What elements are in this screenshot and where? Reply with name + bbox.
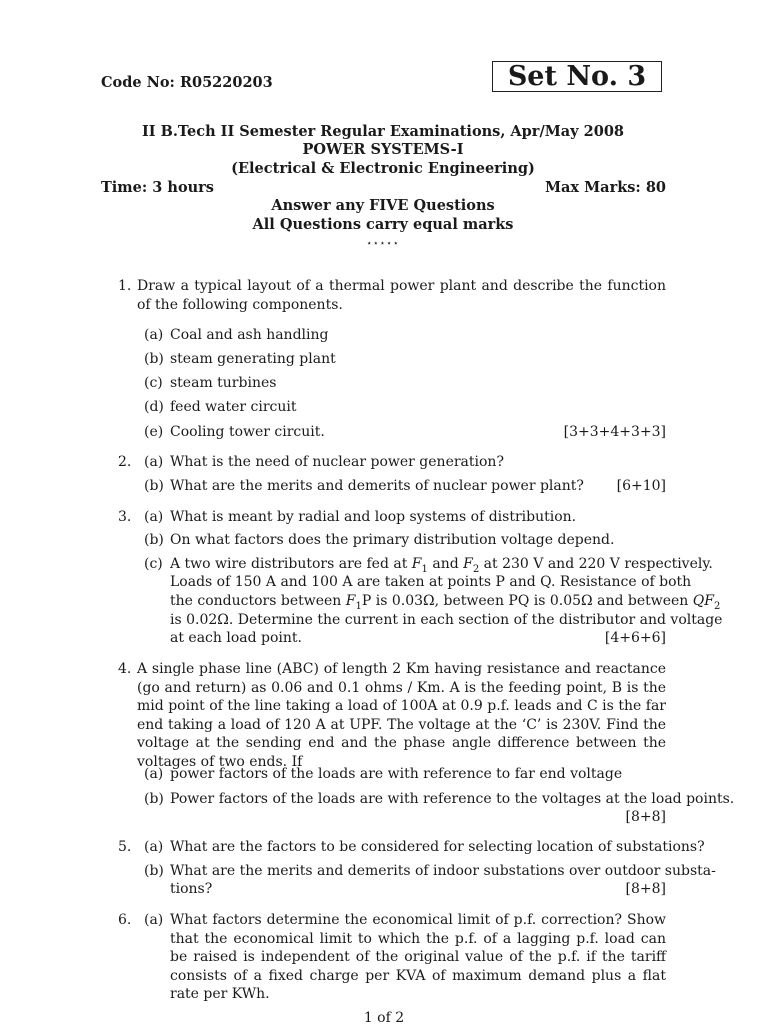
item-text: Coal and ash handling: [170, 327, 329, 343]
instruction-answer: Answer any FIVE Questions: [271, 197, 495, 214]
item-label: (a): [144, 839, 164, 855]
item-label: (a): [144, 912, 164, 928]
question-number: 1.: [118, 278, 132, 294]
item-text: feed water circuit: [170, 399, 297, 415]
item-label: (d): [144, 399, 164, 415]
item-label: (a): [144, 327, 164, 343]
item-text: What is the need of nuclear power generation?: [170, 454, 504, 470]
marks-allocation: [6+10]: [616, 478, 666, 494]
item-text-line: What are the merits and demerits of indoor substations over outdoor substa-: [170, 863, 716, 879]
question-number: 6.: [118, 912, 132, 928]
question-number: 5.: [118, 839, 132, 855]
marks-allocation: [4+6+6]: [604, 630, 666, 646]
item-text-line: at each load point.: [170, 630, 302, 646]
item-text-line: Loads of 150 A and 100 A are taken at points P and Q. Resistance of both: [170, 574, 692, 590]
item-text: steam turbines: [170, 375, 277, 391]
question-number: 4.: [118, 661, 132, 677]
exam-title: II B.Tech II Semester Regular Examinations, Apr/May 2008: [141, 123, 625, 140]
item-label: (a): [144, 509, 164, 525]
item-text: What factors determine the economical limit of p.f. correction? Show that the economical limit to which the p.f. of a lagging p.f. load can be raised is independent of the original value of the p.f. if the tariff consists of a fixed charge per KVA of maximum demand plus a flat rate per KWh.: [170, 912, 666, 1002]
item-label: (b): [144, 478, 164, 494]
item-label: (b): [144, 791, 164, 807]
branch-title: (Electrical & Electronic Engineering): [231, 160, 535, 177]
item-text: Power factors of the loads are with reference to the voltages at the load points.: [170, 791, 735, 807]
item-text: steam generating plant: [170, 351, 336, 367]
item-label: (b): [144, 532, 164, 548]
question-text: A single phase line (ABC) of length 2 Km having resistance and reactance (go and return) as 0.06 and 0.1 ohms / Km. A is the feeding point, B is the mid point of the line taking a load of 100A at 0.9 p.f. leads and C is the far end taking a load of 120 A at UPF. The voltage at the ‘C’ is 230V. Find the voltage at the sending end and the phase angle difference between the voltages of two ends. If: [137, 661, 666, 770]
item-label: (c): [144, 556, 163, 572]
item-label: (b): [144, 351, 164, 367]
item-label: (c): [144, 375, 163, 391]
item-text-line: A two wire distributors are fed at $F_1$ and $F_2$ at 230 V and 220 V respectively.: [170, 556, 713, 575]
item-text-line: tions?: [170, 881, 213, 897]
page-number: 1 of 2: [363, 1010, 405, 1026]
subject-title: POWER SYSTEMS-I: [302, 141, 464, 158]
item-text: What are the factors to be considered for selecting location of substations?: [170, 839, 705, 855]
set-number-box: Set No. 3: [492, 61, 662, 92]
marks-allocation: [8+8]: [625, 881, 666, 897]
question-number: 3.: [118, 509, 132, 525]
item-text: What is meant by radial and loop systems of distribution.: [170, 509, 577, 525]
time-limit: Time: 3 hours: [101, 179, 214, 196]
instruction-marks: All Questions carry equal marks: [252, 216, 514, 233]
separator-stars: ⋆⋆⋆⋆⋆: [366, 239, 400, 249]
marks-allocation: [3+3+4+3+3]: [563, 424, 666, 440]
item-text-line: is 0.02Ω. Determine the current in each section of the distributor and voltage: [170, 612, 723, 628]
question-text: Draw a typical layout of a thermal power plant and describe the function of the following components.: [137, 278, 666, 313]
item-label: (a): [144, 454, 164, 470]
item-text: power factors of the loads are with reference to far end voltage: [170, 766, 623, 782]
question-number: 2.: [118, 454, 132, 470]
marks-allocation: [8+8]: [625, 809, 666, 825]
max-marks: Max Marks: 80: [544, 179, 666, 196]
item-label: (a): [144, 766, 164, 782]
item-label: (b): [144, 863, 164, 879]
item-label: (e): [144, 424, 164, 440]
item-text: What are the merits and demerits of nuclear power plant?: [170, 478, 584, 494]
code-number: Code No: R05220203: [101, 74, 273, 91]
item-text-line: the conductors between $F_1P$ is 0.03Ω, between PQ is 0.05Ω and between $QF_2$: [170, 593, 721, 612]
item-text: Cooling tower circuit.: [170, 424, 325, 440]
item-text: On what factors does the primary distribution voltage depend.: [170, 532, 615, 548]
